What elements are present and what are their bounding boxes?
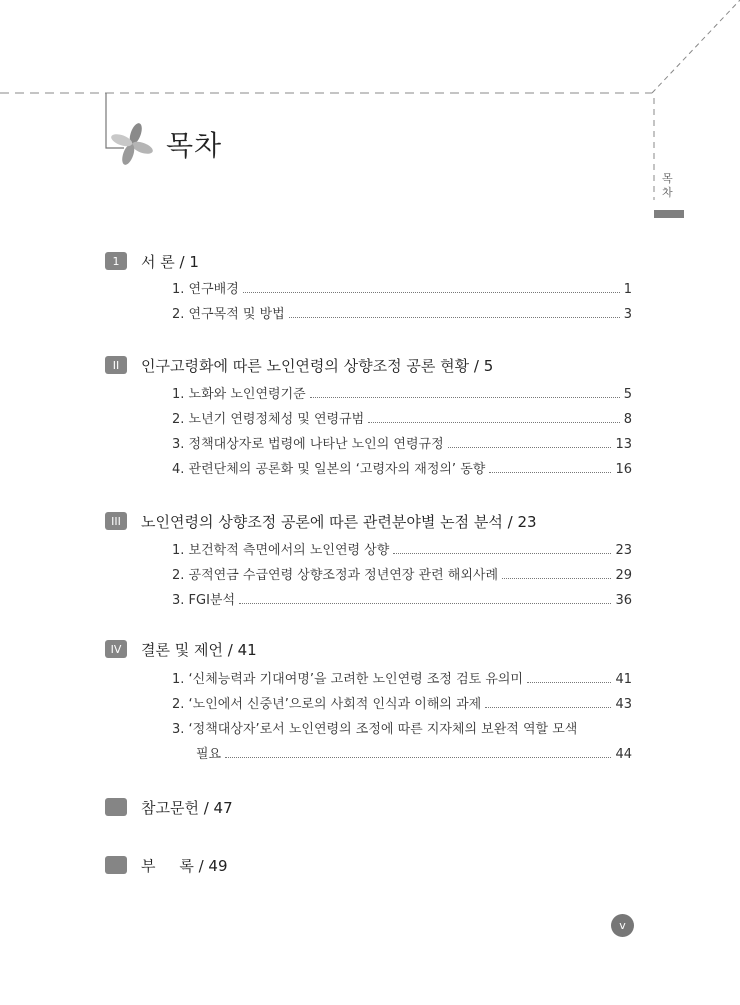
toc-section-3[interactable] xyxy=(105,510,537,532)
entry-page: 3 xyxy=(623,307,632,322)
toc-section-1[interactable] xyxy=(105,250,199,272)
entry-page: 43 xyxy=(615,697,632,712)
entry-label: 1. ‘신체능력과 기대여명’을 고려한 노인연령 조정 검토 유의미 xyxy=(172,672,523,687)
side-tab-char: 차 xyxy=(662,186,673,199)
dot-leader xyxy=(239,603,611,604)
entry-page: 29 xyxy=(615,568,632,583)
entry-label: 2. 공적연금 수급연령 상향조정과 정년연장 관련 해외사례 xyxy=(172,568,499,583)
entry-label: 3. ‘정책대상자’로서 노인연령의 조정에 따른 지자체의 보완적 역할 모색 xyxy=(172,722,578,737)
toc-entry[interactable] xyxy=(172,457,632,477)
side-tab xyxy=(654,172,684,218)
toc-entry[interactable] xyxy=(172,717,632,737)
section-badge: 1 xyxy=(105,252,127,270)
section-title: 참고문헌 / 47 xyxy=(141,798,233,817)
entry-page: 8 xyxy=(623,412,632,427)
toc-entry[interactable] xyxy=(172,302,632,322)
dot-leader xyxy=(289,317,620,318)
entry-page: 41 xyxy=(615,672,632,687)
toc-entry[interactable] xyxy=(172,382,632,402)
entry-page: 36 xyxy=(615,593,632,608)
dot-leader xyxy=(225,757,611,758)
entry-page: 44 xyxy=(615,747,632,762)
toc-entry[interactable] xyxy=(172,692,632,712)
toc-entry[interactable] xyxy=(172,563,632,583)
entry-label: 1. 보건학적 측면에서의 노인연령 상향 xyxy=(172,543,390,558)
section-title: 서 론 / 1 xyxy=(141,252,199,271)
entry-label: 4. 관련단체의 공론화 및 일본의 ‘고령자의 재정의’ 동향 xyxy=(172,462,486,477)
title-block xyxy=(110,122,222,166)
side-tab-char: 목 xyxy=(662,172,673,185)
toc-entry[interactable] xyxy=(172,277,632,297)
page-number-badge: v xyxy=(611,914,634,937)
toc-section-2[interactable] xyxy=(105,354,493,376)
page-title: 목차 xyxy=(166,129,223,162)
toc-entry[interactable] xyxy=(172,432,632,452)
entry-label: 2. 노년기 연령정체성 및 연령규범 xyxy=(172,412,365,427)
dot-leader xyxy=(485,707,611,708)
section-badge: II xyxy=(105,356,127,374)
section-title: 인구고령화에 따른 노인연령의 상향조정 공론 현황 / 5 xyxy=(141,356,494,375)
toc-section-references[interactable] xyxy=(105,796,233,818)
side-tab-bar xyxy=(654,210,684,218)
toc-entry[interactable] xyxy=(172,667,632,687)
entry-page: 16 xyxy=(615,462,632,477)
entry-label: 1. 연구배경 xyxy=(172,282,239,297)
section-badge xyxy=(105,856,127,874)
section-title: 결론 및 제언 / 41 xyxy=(141,640,257,659)
entry-page: 13 xyxy=(615,437,632,452)
toc-section-4[interactable] xyxy=(105,638,257,660)
entry-label: 3. 정책대상자로 법령에 나타난 노인의 연령규정 xyxy=(172,437,444,452)
dot-leader xyxy=(448,447,612,448)
dot-leader xyxy=(368,422,620,423)
toc-entry[interactable] xyxy=(172,538,632,558)
entry-page: 23 xyxy=(615,543,632,558)
entry-page: 5 xyxy=(623,387,632,402)
dot-leader xyxy=(243,292,620,293)
toc-entry[interactable] xyxy=(172,588,632,608)
section-title: 노인연령의 상향조정 공론에 따른 관련분야별 논점 분석 / 23 xyxy=(141,512,537,531)
dot-leader xyxy=(310,397,620,398)
entry-page: 1 xyxy=(623,282,632,297)
entry-label: 1. 노화와 노인연령기준 xyxy=(172,387,306,402)
entry-label: 2. 연구목적 및 방법 xyxy=(172,307,285,322)
entry-label: 3. FGI분석 xyxy=(172,593,236,608)
toc-entry-continued[interactable] xyxy=(196,742,632,762)
dot-leader xyxy=(502,578,611,579)
section-title: 부 록 / 49 xyxy=(141,856,228,875)
section-badge xyxy=(105,798,127,816)
dot-leader xyxy=(527,682,611,683)
flower-icon xyxy=(110,122,154,166)
dot-leader xyxy=(489,472,611,473)
toc-section-appendix[interactable] xyxy=(105,854,228,876)
entry-label: 필요 xyxy=(196,747,222,762)
section-badge: IV xyxy=(105,640,127,658)
entry-label: 2. ‘노인에서 신중년’으로의 사회적 인식과 이해의 과제 xyxy=(172,697,482,712)
dot-leader xyxy=(393,553,611,554)
section-badge: III xyxy=(105,512,127,530)
toc-entry[interactable] xyxy=(172,407,632,427)
